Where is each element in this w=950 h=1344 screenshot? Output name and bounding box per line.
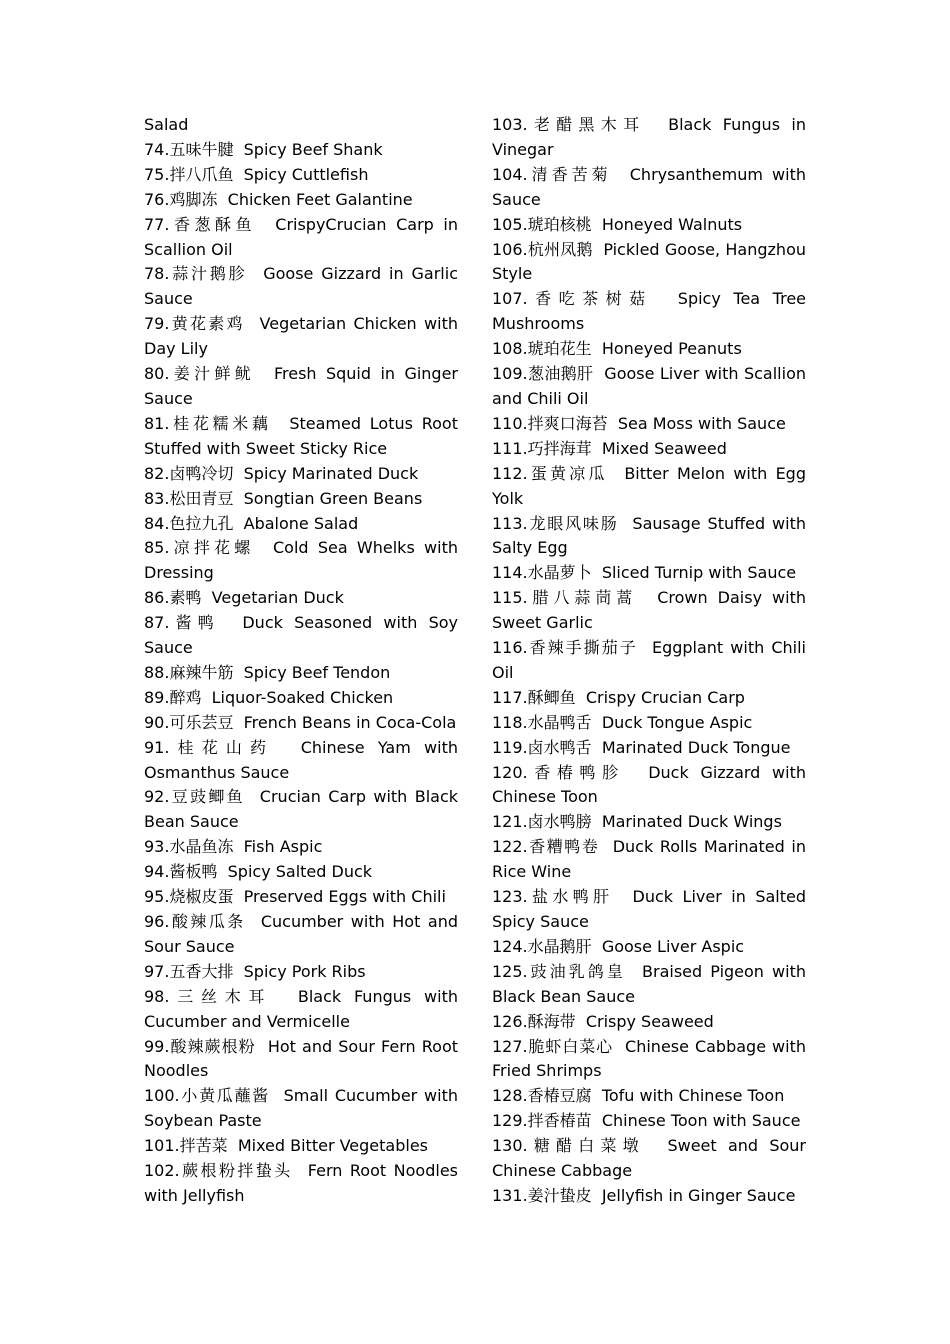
entry-number: 107.: [492, 289, 528, 309]
entry-chinese-name: 卤水鸭膀: [527, 812, 592, 832]
entry-number: 108.: [492, 339, 528, 359]
entry-english-name: Marinated Duck Tongue: [601, 737, 791, 757]
entry-english-name: Spicy Marinated Duck: [243, 463, 419, 483]
entry-chinese-name: 巧拌海茸: [527, 438, 592, 458]
entry-chinese-name: 烧椒皮蛋: [169, 887, 234, 907]
menu-entry: [492, 686, 806, 711]
menu-entry: [144, 138, 458, 163]
entry-number: 117.: [492, 687, 528, 707]
entry-chinese-name: 姜汁蛰皮: [527, 1185, 592, 1205]
entry-number: 99.: [144, 1036, 170, 1056]
menu-entry: [144, 163, 458, 188]
menu-entry: [144, 711, 458, 736]
entry-chinese-name: 龙眼风味肠: [527, 513, 619, 533]
entry-number: 130.: [492, 1136, 528, 1156]
entry-chinese-name: 麻辣牛筋: [169, 662, 234, 682]
menu-entry: [144, 960, 458, 985]
entry-english-name: Braised Pigeon with Black Bean Sauce: [492, 961, 806, 1006]
entry-number: 106.: [492, 239, 528, 259]
entry-english-name: French Beans in Coca-Cola: [243, 712, 457, 732]
entry-number: 102.: [144, 1161, 180, 1181]
entry-english-name: Honeyed Walnuts: [601, 214, 743, 234]
entry-english-name: Duck Gizzard with Chinese Toon: [492, 762, 806, 807]
entry-chinese-name: 蕨根粉拌蛰头: [179, 1161, 293, 1181]
entry-number: 96.: [144, 912, 170, 931]
menu-entry: [492, 935, 806, 960]
entry-chinese-name: 桂花糯米藕: [169, 413, 272, 433]
entry-english-name: Abalone Salad: [243, 513, 359, 533]
menu-entry: [492, 561, 806, 586]
entry-chinese-name: 可乐芸豆: [169, 712, 234, 732]
entry-english-name: Bitter Melon with Egg Yolk: [492, 463, 806, 508]
entry-number: 82.: [144, 463, 170, 483]
entry-number: 125.: [492, 961, 528, 981]
entry-english-name: Spicy Pork Ribs: [243, 961, 366, 981]
entry-chinese-name: 酸辣蕨根粉: [169, 1036, 256, 1056]
entry-chinese-name: 五香大排: [169, 961, 234, 981]
entry-english-name: Goose Gizzard in Garlic Sauce: [144, 264, 458, 309]
entry-number: 116.: [492, 638, 528, 658]
menu-entry: [492, 238, 806, 288]
entry-chinese-name: 腊八蒜茼蒿: [527, 588, 638, 608]
entry-chinese-name: 香辣手撕茄子: [527, 638, 638, 658]
menu-entry: [144, 885, 458, 910]
entry-english-name: Fresh Squid in Ginger Sauce: [144, 364, 459, 408]
entry-english-name: Chinese Cabbage with Fried Shrimps: [492, 1036, 806, 1081]
menu-entry: [144, 910, 458, 960]
entry-chinese-name: 水晶鱼冻: [169, 837, 234, 857]
entry-number: 98.: [144, 986, 170, 1006]
menu-entry: [144, 1159, 458, 1209]
entry-chinese-name: 素鸭: [169, 588, 202, 608]
entry-english-name: Spicy Salted Duck: [227, 862, 373, 882]
entry-chinese-name: 酥海带: [527, 1011, 576, 1031]
entry-chinese-name: 水晶萝卜: [527, 563, 592, 583]
menu-entry: [144, 586, 458, 611]
entry-chinese-name: 五味牛腱: [169, 139, 234, 159]
menu-entry: [492, 736, 806, 761]
entry-english-name: Small Cucumber with Soybean Paste: [144, 1086, 459, 1131]
entry-english-name: Liquor-Soaked Chicken: [211, 687, 394, 707]
entry-number: 76.: [144, 189, 170, 209]
entry-english-name: Mixed Seaweed: [601, 438, 727, 458]
menu-entry: [144, 536, 458, 586]
entry-number: 86.: [144, 588, 170, 608]
entry-english-name: Spicy Tea Tree Mushrooms: [492, 289, 807, 334]
entry-chinese-name: 水晶鹅肝: [527, 936, 592, 956]
entry-chinese-name: 香葱酥鱼: [169, 214, 257, 234]
entry-number: 124.: [492, 936, 528, 956]
entry-chinese-name: 酱鸭: [169, 613, 220, 633]
entry-chinese-name: 豆豉鲫鱼: [169, 787, 245, 807]
entry-chinese-name: 香吃茶树菇: [527, 289, 653, 309]
menu-entry: [144, 312, 458, 362]
menu-entry: [144, 985, 458, 1035]
menu-entry: [144, 188, 458, 213]
entry-chinese-name: 杭州凤鹅: [527, 239, 593, 259]
entry-number: 75.: [144, 164, 170, 184]
entry-english-name: Tofu with Chinese Toon: [601, 1086, 785, 1106]
menu-entry: [144, 113, 458, 138]
menu-entry: [492, 163, 806, 213]
entry-number: 123.: [492, 887, 528, 907]
entry-number: 90.: [144, 712, 170, 732]
entry-english-name: Spicy Beef Shank: [243, 139, 383, 159]
entry-number: 119.: [492, 737, 528, 757]
menu-entry: [492, 1035, 806, 1085]
entry-english-name: Black Fungus in Vinegar: [492, 115, 806, 159]
entry-chinese-name: 蛋黄凉瓜: [527, 463, 608, 483]
menu-entry: [492, 412, 806, 437]
entry-number: 87.: [144, 613, 170, 633]
entry-english-name: Sweet and Sour Chinese Cabbage: [492, 1136, 807, 1181]
entry-number: 129.: [492, 1111, 528, 1131]
entry-chinese-name: 卤水鸭舌: [527, 737, 592, 757]
menu-entry: [144, 1084, 458, 1134]
entry-chinese-name: 三丝木耳: [169, 986, 273, 1006]
entry-number: 120.: [492, 762, 528, 782]
entry-english-name: Mixed Bitter Vegetables: [237, 1136, 429, 1156]
menu-entry: [144, 661, 458, 686]
entry-english-name: Sausage Stuffed with Salty Egg: [492, 513, 807, 558]
menu-entry: [492, 287, 806, 337]
entry-number: 131.: [492, 1185, 528, 1205]
entry-chinese-name: 凉拌花螺: [169, 538, 255, 558]
entry-english-name: Duck Tongue Aspic: [601, 712, 753, 732]
entry-chinese-name: 香糟鸭卷: [527, 837, 600, 857]
entry-number: 118.: [492, 712, 528, 732]
menu-entry: [492, 636, 806, 686]
entry-english-name: Honeyed Peanuts: [601, 339, 742, 359]
menu-column-right: [492, 113, 806, 1209]
menu-entry: [144, 785, 458, 835]
entry-number: 110.: [492, 413, 528, 433]
entry-chinese-name: 清香苦菊: [527, 164, 612, 184]
entry-chinese-name: 鸡脚冻: [169, 189, 218, 209]
entry-english-name: Crispy Crucian Carp: [585, 687, 745, 707]
entry-english-name: Goose Liver with Scallion and Chili Oil: [492, 364, 806, 408]
menu-entry: [492, 512, 806, 562]
entry-english-name: Spicy Beef Tendon: [243, 662, 391, 682]
entry-number: 112.: [492, 463, 528, 483]
menu-entry: [492, 711, 806, 736]
entry-number: 114.: [492, 563, 528, 583]
menu-entry: [144, 611, 458, 661]
menu-entry: [144, 1134, 458, 1159]
entry-number: 115.: [492, 588, 528, 608]
entry-number: 93.: [144, 837, 170, 857]
entry-chinese-name: 松田青豆: [169, 488, 234, 508]
entry-number: 111.: [492, 438, 528, 458]
entry-number: 126.: [492, 1011, 528, 1031]
entry-english-name: Sea Moss with Sauce: [617, 413, 786, 433]
entry-number: 85.: [144, 538, 170, 558]
entry-number: 81.: [144, 413, 170, 433]
entry-number: 128.: [492, 1086, 528, 1106]
entry-chinese-name: 酸辣瓜条: [169, 912, 246, 931]
menu-entry: [492, 1109, 806, 1134]
entry-number: 105.: [492, 214, 528, 234]
menu-entry: [492, 362, 806, 412]
entry-number: 74.: [144, 139, 170, 159]
menu-entry: [144, 736, 458, 786]
entry-chinese-name: 拌香椿苗: [527, 1111, 592, 1131]
entry-english-name: Spicy Cuttlefish: [243, 164, 369, 184]
entry-chinese-name: 酱板鸭: [169, 862, 218, 882]
entry-number: 83.: [144, 488, 170, 508]
menu-entry: [492, 462, 806, 512]
entry-chinese-name: 色拉九孔: [169, 513, 234, 533]
menu-entry: [144, 487, 458, 512]
menu-entry: [492, 1184, 806, 1209]
entry-number: 127.: [492, 1036, 528, 1056]
entry-chinese-name: 水晶鸭舌: [527, 712, 592, 732]
entry-chinese-name: 香椿鸭胗: [527, 762, 625, 782]
menu-entry: [492, 761, 806, 811]
entry-number: 100.: [144, 1086, 180, 1106]
entry-chinese-name: 琥珀花生: [527, 339, 592, 359]
entry-english-name: Hot and Sour Fern Root Noodles: [144, 1036, 459, 1081]
entry-chinese-name: 老醋黑木耳: [527, 115, 646, 134]
menu-entry: [144, 512, 458, 537]
menu-entry: [492, 213, 806, 238]
entry-number: 97.: [144, 961, 170, 981]
entry-chinese-name: 琥珀核桃: [527, 214, 592, 234]
menu-entry: [492, 337, 806, 362]
entry-english-name: Sliced Turnip with Sauce: [601, 563, 797, 583]
entry-english-name: Eggplant with Chili Oil: [492, 638, 806, 682]
entry-english-name: Fish Aspic: [243, 837, 323, 857]
entry-number: 77.: [144, 214, 170, 234]
entry-chinese-name: 醉鸡: [169, 687, 202, 707]
entry-number: 89.: [144, 687, 170, 707]
entry-chinese-name: 姜汁鲜鱿: [169, 364, 256, 384]
menu-entry: [492, 586, 806, 636]
entry-number: 79.: [144, 314, 170, 334]
menu-entry: [144, 213, 458, 263]
menu-entry: [492, 885, 806, 935]
entry-number: 95.: [144, 887, 170, 907]
entry-number: 92.: [144, 787, 170, 807]
entry-english-name: Chrysanthemum with Sauce: [492, 164, 806, 209]
entry-number: 109.: [492, 364, 528, 384]
entry-chinese-name: 卤鸭冷切: [169, 463, 234, 483]
entry-english-name: Steamed Lotus Root Stuffed with Sweet Sticky Rice: [144, 413, 458, 458]
entry-chinese-name: 香椿豆腐: [527, 1086, 592, 1106]
entry-chinese-name: 桂花山药: [169, 737, 275, 757]
menu-entry: [492, 1134, 806, 1184]
entry-chinese-name: 小黄瓜蘸酱: [179, 1086, 270, 1106]
entry-number: 91.: [144, 737, 170, 757]
entry-number: 78.: [144, 264, 170, 284]
menu-entry: [144, 412, 458, 462]
entry-english-name: Crucian Carp with Black Bean Sauce: [144, 787, 459, 832]
entry-english-name: Vegetarian Chicken with Day Lily: [144, 314, 458, 359]
menu-column-left: [144, 113, 458, 1209]
menu-entry: [492, 113, 806, 163]
menu-entry: [144, 462, 458, 487]
entry-english-name: Black Fungus with Cucumber and Vermicelle: [144, 986, 458, 1031]
entry-number: 113.: [492, 513, 528, 533]
entry-chinese-name: 蒜汁鹅胗: [169, 264, 248, 284]
entry-english-name: Duck Seasoned with Soy Sauce: [144, 613, 458, 658]
menu-entry: [492, 835, 806, 885]
entry-english-name: Cucumber with Hot and Sour Sauce: [144, 912, 459, 956]
entry-chinese-name: 糖醋白菜墩: [527, 1136, 645, 1156]
entry-chinese-name: 豉油乳鸽皇: [527, 961, 626, 981]
entry-number: 101.: [144, 1136, 180, 1156]
entry-number: 84.: [144, 513, 170, 533]
menu-entry: [492, 1084, 806, 1109]
entry-number: 104.: [492, 164, 528, 184]
entry-english-name: Jellyfish in Ginger Sauce: [601, 1185, 796, 1205]
entry-number: 80.: [144, 364, 170, 384]
menu-entry: [144, 860, 458, 885]
entry-english-name: Crown Daisy with Sweet Garlic: [492, 588, 806, 633]
entry-english-name: Vegetarian Duck: [211, 588, 344, 608]
entry-number: 121.: [492, 812, 528, 832]
entry-chinese-name: 拌爽口海苔: [527, 413, 608, 433]
entry-english-name: Songtian Green Beans: [243, 488, 423, 508]
entry-number: 103.: [492, 115, 528, 134]
entry-english-name: Cold Sea Whelks with Dressing: [144, 538, 459, 583]
menu-entry: [492, 960, 806, 1010]
menu-entry: [492, 437, 806, 462]
entry-number: 94.: [144, 862, 170, 882]
entry-number: 122.: [492, 837, 528, 857]
entry-english-name: Fern Root Noodles with Jellyfish: [144, 1161, 459, 1205]
entry-english-name: Chicken Feet Galantine: [227, 189, 413, 209]
entry-chinese-name: 酥鲫鱼: [527, 687, 576, 707]
entry-english-name: Crispy Seaweed: [585, 1011, 714, 1031]
entry-chinese-name: 拌八爪鱼: [169, 164, 234, 184]
menu-entry: [144, 362, 458, 412]
entry-chinese-name: 脆虾白菜心: [527, 1036, 614, 1056]
menu-entry: [144, 686, 458, 711]
menu-entry: [144, 835, 458, 860]
menu-entry: [492, 1010, 806, 1035]
entry-english-name: Preserved Eggs with Chili: [243, 887, 446, 907]
entry-chinese-name: 盐水鸭肝: [527, 887, 614, 907]
entry-chinese-name: 拌苦菜: [179, 1136, 228, 1156]
entry-english-name: CrispyCrucian Carp in Scallion Oil: [144, 214, 459, 259]
entry-chinese-name: 葱油鹅肝: [527, 364, 594, 384]
entry-english-name: Pickled Goose, Hangzhou Style: [492, 239, 807, 284]
entry-english-name: Goose Liver Aspic: [601, 936, 745, 956]
entry-english-name: Chinese Yam with Osmanthus Sauce: [144, 737, 459, 782]
entry-english-name: Salad: [144, 115, 189, 134]
entry-english-name: Marinated Duck Wings: [601, 812, 782, 832]
menu-entry: [144, 1035, 458, 1085]
entry-english-name: Duck Rolls Marinated in Rice Wine: [492, 837, 806, 882]
entry-chinese-name: 黄花素鸡: [169, 314, 245, 334]
menu-entry: [144, 262, 458, 312]
menu-entry: [492, 810, 806, 835]
entry-english-name: Chinese Toon with Sauce: [601, 1111, 801, 1131]
entry-english-name: Duck Liver in Salted Spicy Sauce: [492, 887, 806, 931]
entry-number: 88.: [144, 662, 170, 682]
